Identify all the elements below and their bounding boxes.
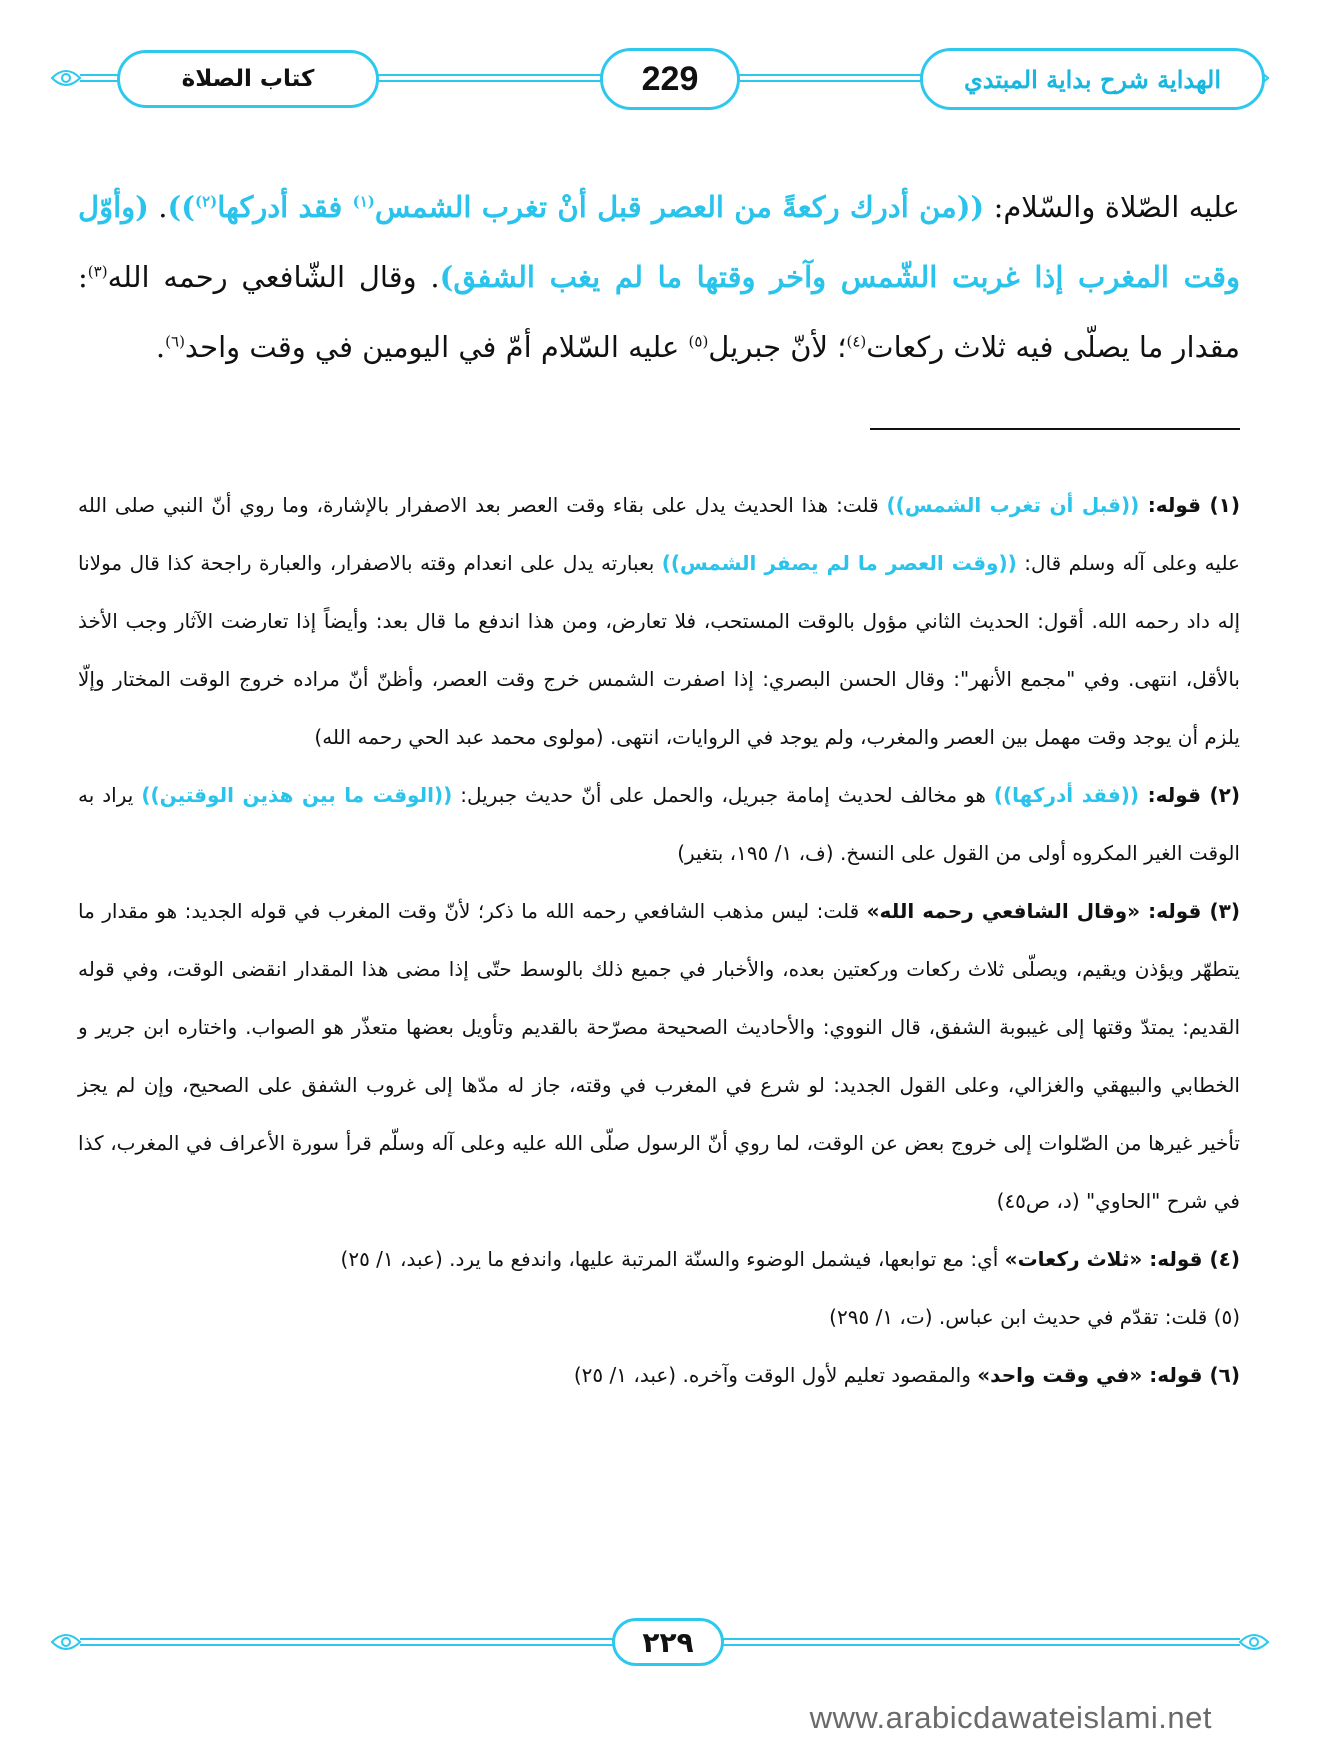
- footnote-quote: ((وقت العصر ما لم يصفر الشمس)): [661, 551, 1017, 575]
- footnote-ref-5[interactable]: (٥): [688, 332, 709, 351]
- footnote-6: [78, 1346, 1240, 1404]
- footnote-quote: «ثلاث ركعات»: [1004, 1247, 1143, 1271]
- footnote-label: (٣) قوله:: [1140, 899, 1240, 923]
- footnotes: [78, 476, 1240, 1404]
- footnote-ref-3[interactable]: (٣): [87, 262, 108, 281]
- main-text: [78, 172, 1240, 382]
- footnote-quote: ((الوقت ما بين هذين الوقتين)): [141, 783, 453, 807]
- footnote-text: بعبارته يدل على انعدام وقته بالاصفرار، والعبارة راجحة كذا قال مولانا إله داد رحمه الله. أقول: الحديث الثاني مؤول بالوقت المستحب، فلا تعارض، ومن هذا اندفع ما قال بعد: وأيضاً إذا تعارضت الآثار وجب الأخذ بالأقل، انتهى. وفي "مجمع الأنهر": وقال الحسن البصري: إذا اصفرت الشمس خرج وقت العصر، وأظنّ أنّ مراده خروج الوقت المختار وإلّا يلزم أن يوجد وقت مهمل بين العصر والمغرب، ولم يوجد في الروايات، انتهى. (مولوى محمد عبد الحي رحمه الله): [78, 551, 1240, 749]
- footnote-text: هو مخالف لحديث إمامة جبريل، والحمل على أنّ حديث جبريل:: [452, 783, 994, 807]
- hadith-quote: فقد أدركها: [217, 190, 353, 224]
- footnote-text: قلت: ليس مذهب الشافعي رحمه الله ما ذكر؛ لأنّ وقت المغرب في قوله الجديد: هو مقدار ما يتطهّر ويؤذن ويقيم، ويصلّى ثلاث ركعات وركعتين بعده، والأخبار في جميع ذلك بالوسط حتّى إذا مضى هذا المقدار انقضى الوقت، وفي قوله القديم: يمتدّ وقتها إلى غيبوبة الشفق، قال النووي: والأحاديث الصحيحة مصرّحة بالقديم وتأويل بعضها متعذّر هو الصواب. واختاره ابن جرير و الخطابي والبيهقي والغزالي، وعلى القول الجديد: لو شرع في المغرب في وقته، جاز له مدّها إلى غروب الشفق على الصحيح، وإن لم يجز تأخير غيرها من الصّلوات إلى خروج بعض عن الوقت، لما روي أنّ الرسول صلّى الله عليه وعلى آله وسلّم قرأ سورة الأعراف في المغرب، كذا في شرح "الحاوي" (د، ص٤٥): [78, 899, 1240, 1213]
- footnote-text: قلت: هذا الحديث يدل على بقاء وقت العصر بعد الاصفرار بالإشارة، وما روي أنّ النبي صلى الله عليه وعلى آله وسلم قال:: [78, 493, 1240, 575]
- hadith-quote: ((من أدرك ركعةً من العصر قبل أنْ تغرب الشمس: [374, 190, 985, 224]
- footnote-ref-6[interactable]: (٦): [165, 332, 185, 351]
- footnote-quote: «وقال الشافعي رحمه الله»: [866, 899, 1141, 923]
- page-header: [40, 44, 1280, 114]
- footnote-3: [78, 882, 1240, 1230]
- footer-page-number: ٢٢٩: [612, 1618, 724, 1666]
- footnote-label: (٤) قوله:: [1142, 1247, 1240, 1271]
- footnote-quote: ((فقد أدركها)): [993, 783, 1140, 807]
- footnote-text: والمقصود تعليم لأول الوقت وآخره. (عبد، ١/ ٢٥): [573, 1363, 978, 1387]
- main-text-segment: : مقدار ما يصلّى فيه ثلاث ركعات: [78, 260, 1240, 364]
- footnote-quote: ((قبل أن تغرب الشمس)): [886, 493, 1140, 517]
- footnote-1: [78, 476, 1240, 766]
- footnote-quote: «في وقت واحد»: [977, 1363, 1143, 1387]
- main-text-segment: .: [148, 190, 168, 224]
- footnote-ref-1[interactable]: (١): [352, 192, 375, 211]
- hadith-quote: )): [167, 190, 195, 224]
- chapter-title: كتاب الصلاة: [117, 50, 379, 108]
- footnote-4: [78, 1230, 1240, 1288]
- page-number: 229: [600, 48, 740, 110]
- main-text-segment: .: [155, 330, 166, 364]
- page-footer: [40, 1612, 1280, 1672]
- main-text-segment: عليه السّلام أمّ في اليومين في وقت واحد: [184, 330, 689, 364]
- main-text-segment: عليه الصّلاة والسّلام:: [984, 190, 1240, 224]
- footnote-ref-2[interactable]: (٢): [194, 192, 218, 211]
- matn-quote: (وأوّل وقت المغرب إذا غربت الشّمس وآخر وقتها ما لم يغب الشفق): [78, 190, 1240, 294]
- footnote-text: يراد به الوقت الغير المكروه أولى من القول على النسخ. (ف، ١/ ١٩٥، بتغير): [78, 783, 1240, 865]
- footnote-divider: [870, 428, 1240, 430]
- footnote-label: (٢) قوله:: [1139, 783, 1241, 807]
- main-text-segment: . وقال الشّافعي رحمه الله: [107, 260, 440, 294]
- footnote-text: أي: مع توابعها، فيشمل الوضوء والسنّة المرتبة عليها، واندفع ما يرد. (عبد، ١/ ٢٥): [340, 1247, 1005, 1271]
- book-title: الهداية شرح بداية المبتدي: [920, 48, 1265, 110]
- footnote-ref-4[interactable]: (٤): [846, 332, 867, 351]
- footnote-2: [78, 766, 1240, 882]
- footnote-label: (٦) قوله:: [1142, 1363, 1240, 1387]
- footnote-5: (٥) قلت: تقدّم في حديث ابن عباس. (ت، ١/ ٢٩٥): [829, 1305, 1240, 1329]
- website-url[interactable]: www.arabicdawateislami.net: [809, 1700, 1212, 1735]
- main-text-segment: ؛ لأنّ جبريل: [708, 330, 847, 364]
- footnote-label: (١) قوله:: [1139, 493, 1240, 517]
